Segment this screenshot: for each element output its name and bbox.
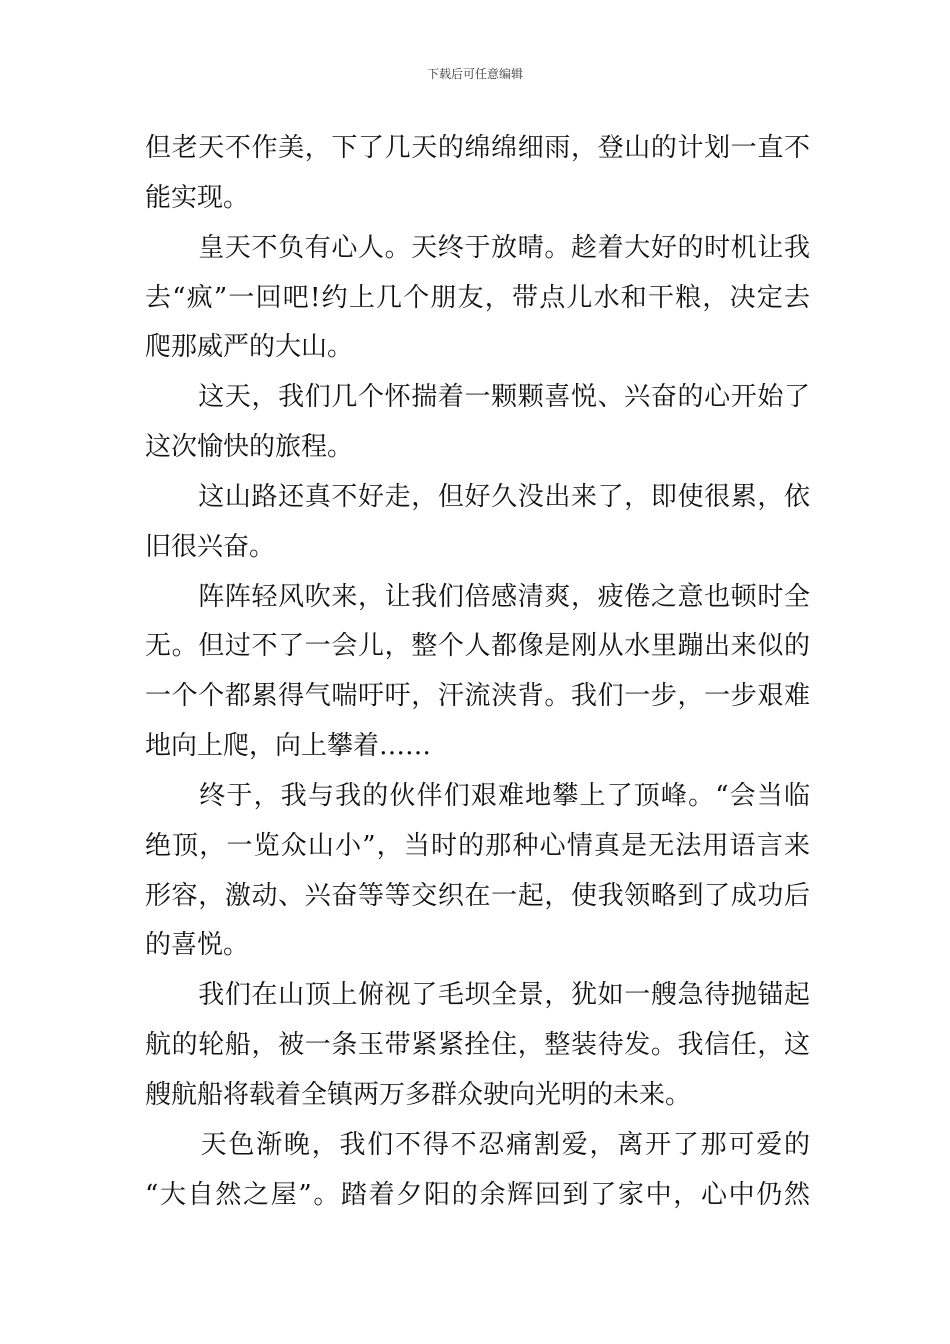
text-line: 去“疯”一回吧!约上几个朋友，带点儿水和干粮，决定去 (145, 283, 810, 313)
text-line: 无。但过不了一会儿，整个人都像是刚从水里蹦出来似的 (145, 631, 810, 661)
text-line: 绝顶，一览众山小”，当时的那种心情真是无法用语言来 (145, 831, 810, 861)
page-header: 下载后可任意编辑 (426, 67, 523, 81)
text-line: 形容，激动、兴奋等等交织在一起，使我领略到了成功后 (145, 881, 810, 911)
text-line: 艘航船将载着全镇两万多群众驶向光明的未来。 (145, 1080, 692, 1110)
text-line: “大自然之屋”。踏着夕阳的余辉回到了家中，心中仍然 (145, 1180, 810, 1210)
text-line: 皇天不负有心人。天终于放晴。趁着大好的时机让我 (145, 233, 810, 263)
text-line: 但老天不作美，下了几天的绵绵细雨，登山的计划一直不 (145, 133, 810, 163)
text-line: 的喜悦。 (145, 930, 250, 960)
text-line: 终于，我与我的伙伴们艰难地攀上了顶峰。“会当临 (145, 781, 810, 811)
text-line: 地向上爬，向上攀着…… (145, 731, 432, 761)
text-line: 阵阵轻风吹来，让我们倍感清爽，疲倦之意也顿时全 (145, 582, 810, 612)
text-line: 旧很兴奋。 (145, 532, 276, 562)
text-line: 航的轮船，被一条玉带紧紧拴住，整装待发。我信任，这 (145, 1030, 810, 1060)
text-line: 天色渐晚，我们不得不忍痛割爱，离开了那可爱的 (145, 1130, 810, 1160)
text-line: 能实现。 (145, 183, 250, 213)
text-line: 爬那威严的大山。 (145, 332, 354, 362)
text-line: 这天，我们几个怀揣着一颗颗喜悦、兴奋的心开始了 (145, 382, 810, 412)
text-line: 我们在山顶上俯视了毛坝全景，犹如一艘急待抛锚起 (145, 980, 810, 1010)
text-line: 这次愉快的旅程。 (145, 432, 354, 462)
text-line: 这山路还真不好走，但好久没出来了，即使很累，依 (145, 482, 810, 512)
text-line: 一个个都累得气喘吁吁，汗流浃背。我们一步，一步艰难 (145, 681, 810, 711)
